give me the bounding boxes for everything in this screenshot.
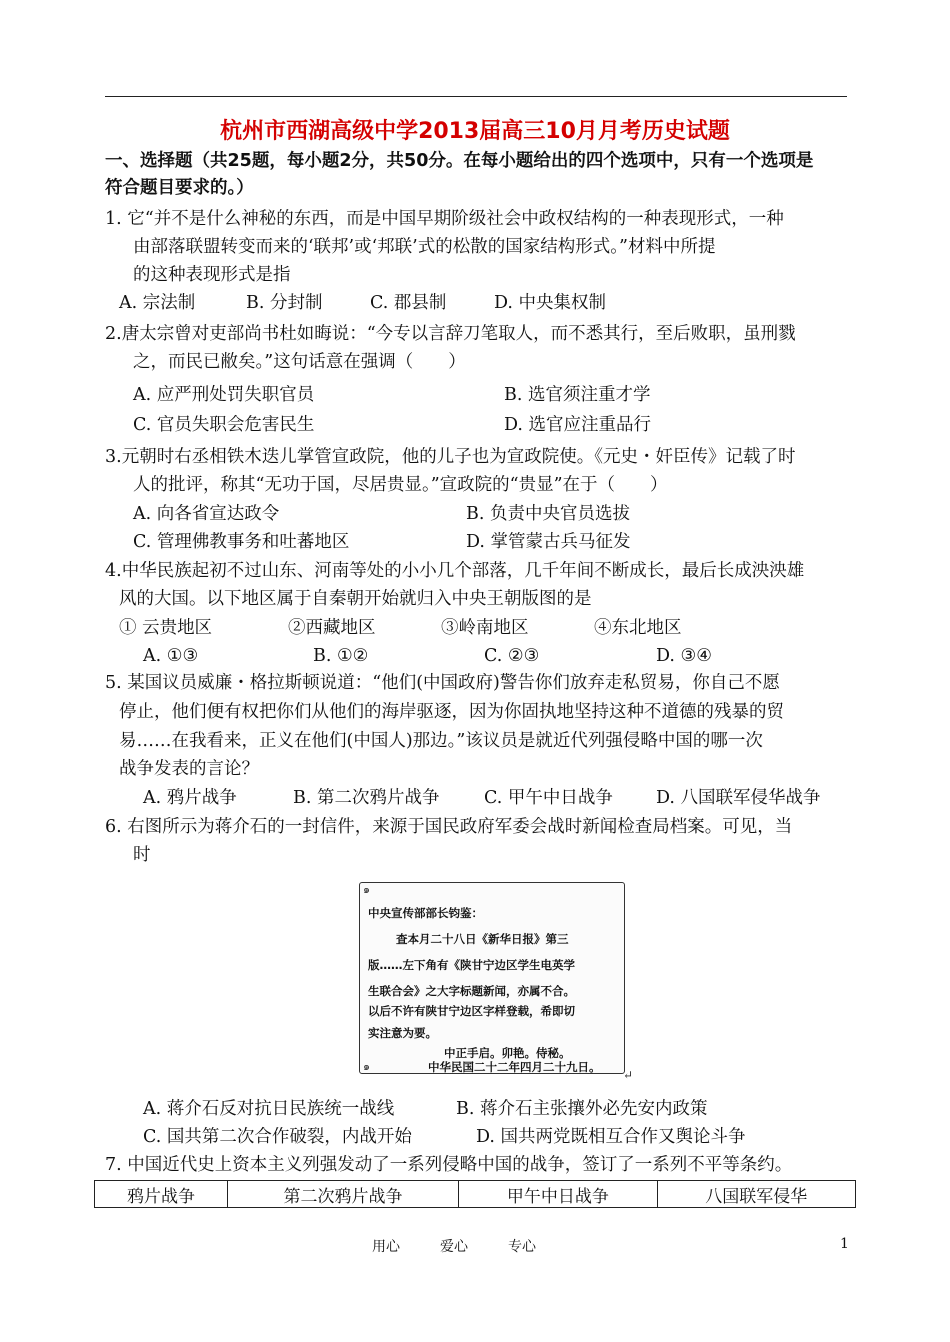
footer-word: 爱心 [440, 1239, 468, 1255]
letter-line-8: 中华民国二十二年四月二十九日。 [428, 1060, 601, 1074]
question-6-line-1: 6. 右图所示为蒋介石的一封信件，来源于国民政府军委会战时新闻检查局档案。可见，当 [105, 817, 793, 837]
question-4-item-1: ① 云贵地区 [119, 618, 213, 638]
question-6-option-c: C. 国共第二次合作破裂，内战开始 [143, 1127, 412, 1147]
scroll-curl-icon: ๑ [363, 883, 370, 896]
question-3-option-b: B. 负责中央官员选拔 [466, 504, 630, 524]
question-2-line-1: 2.唐太宗曾对吏部尚书杜如晦说：“今专以言辞刀笔取人，而不悉其行，至后败职，虽刑戮 [105, 324, 796, 344]
question-4-option-a: A. ①③ [143, 646, 199, 666]
question-1-option-c: C. 郡县制 [370, 293, 447, 313]
question-3-option-d: D. 掌管蒙古兵马征发 [466, 532, 631, 552]
question-4-option-d: D. ③④ [656, 646, 712, 666]
return-arrow-icon: ↵ [623, 1068, 634, 1082]
question-2-line-2: 之，而民已敝矣。”这句话意在强调（ ） [133, 352, 466, 372]
table-header-cell: 鸦片战争 [95, 1181, 228, 1208]
header-rule [105, 96, 847, 97]
question-3-option-c: C. 管理佛教事务和吐蕃地区 [133, 532, 350, 552]
question-5-option-d: D. 八国联军侵华战争 [656, 788, 821, 808]
question-4-line-1: 4.中华民族起初不过山东、河南等处的小小几个部落，几千年间不断成长，最后长成泱泱雄 [105, 561, 805, 581]
letter-line-7: 中正手启。卯艳。侍秘。 [444, 1046, 571, 1060]
question-4-option-b: B. ①② [313, 646, 369, 666]
question-4-item-2: ②西藏地区 [288, 618, 376, 638]
question-4-item-3: ③岭南地区 [441, 618, 529, 638]
question-2-option-d: D. 选官应注重品行 [504, 415, 652, 435]
letter-line-5: 以后不许有陕甘宁边区字样登载，希即切 [368, 1004, 575, 1018]
wars-table [94, 1180, 856, 1208]
question-4-item-4: ④东北地区 [594, 618, 682, 638]
letter-line-1: 中央宣传部部长钧鉴： [368, 906, 483, 920]
question-6-line-2: 时 [133, 845, 151, 865]
table-header-cell: 第二次鸦片战争 [227, 1181, 458, 1208]
table-header-cell: 八国联军侵华 [657, 1181, 855, 1208]
question-3-line-1: 3.元朝时右丞相铁木迭儿掌管宣政院，他的儿子也为宣政院使。《元史・奸臣传》记载了时 [105, 447, 796, 467]
question-5-line-2: 停止，他们便有权把你们从他们的海岸驱逐，因为你固执地坚持这种不道德的残暴的贸 [119, 702, 784, 722]
scroll-curl-icon: ๑ [363, 1060, 370, 1073]
question-5-option-c: C. 甲午中日战争 [484, 788, 613, 808]
question-5-option-b: B. 第二次鸦片战争 [293, 788, 440, 808]
letter-line-4: 生联合会》之大字标题新闻，亦属不合。 [368, 984, 575, 998]
question-5-option-a: A. 鸦片战争 [143, 788, 237, 808]
question-3-line-2: 人的批评，称其“无功于国，尽居贵显。”宣政院的“贵显”在于（ ） [133, 475, 668, 495]
table-header-row [95, 1181, 856, 1208]
question-1-line-1: 1. 它“并不是什么神秘的东西，而是中国早期阶级社会中政权结构的一种表现形式，一种 [105, 209, 784, 229]
question-6-option-b: B. 蒋介石主张攘外必先安内政策 [456, 1099, 708, 1119]
section-heading-line-2: 符合题目要求的。） [105, 178, 254, 198]
letter-line-6: 实注意为要。 [368, 1026, 437, 1040]
question-6-option-a: A. 蒋介石反对抗日民族统一战线 [143, 1099, 395, 1119]
letter-line-3: 版……左下角有《陕甘宁边区学生电英学 [368, 958, 575, 972]
question-1-line-3: 的这种表现形式是指 [133, 265, 291, 285]
page-title: 杭州市西湖高级中学2013届高三10月月考历史试题 [220, 119, 730, 144]
question-3-option-a: A. 向各省宣达政令 [133, 504, 280, 524]
question-4-line-2: 风的大国。以下地区属于自秦朝开始就归入中央王朝版图的是 [119, 589, 592, 609]
question-2-option-b: B. 选官须注重才学 [504, 385, 651, 405]
question-1-line-2: 由部落联盟转变而来的‘联邦’或‘邦联’式的松散的国家结构形式。”材料中所提 [133, 237, 716, 257]
question-1-option-d: D. 中央集权制 [494, 293, 607, 313]
letter-line-2: 查本月二十八日《新华日报》第三 [396, 932, 569, 946]
question-6-option-d: D. 国共两党既相互合作又舆论斗争 [476, 1127, 746, 1147]
question-5-line-1: 5. 某国议员威廉・格拉斯顿说道：“他们(中国政府)警告你们放弃走私贸易，你自己不愿 [105, 673, 780, 693]
question-1-option-b: B. 分封制 [246, 293, 323, 313]
page-number: 1 [840, 1236, 849, 1252]
question-7-line-1: 7. 中国近代史上资本主义列强发动了一系列侵略中国的战争，签订了一系列不平等条约。 [105, 1155, 793, 1175]
footer-word: 用心 [372, 1239, 400, 1255]
question-1-option-a: A. 宗法制 [119, 293, 196, 313]
question-5-line-3: 易……在我看来，正义在他们(中国人)那边。”该议员是就近代列强侵略中国的哪一次 [119, 731, 763, 751]
question-5-line-4: 战争发表的言论？ [119, 759, 259, 779]
table-header-cell: 甲午中日战争 [459, 1181, 657, 1208]
question-2-option-c: C. 官员失职会危害民生 [133, 415, 315, 435]
letter-image [359, 882, 625, 1074]
section-heading-line-1: 一、选择题（共25题，每小题2分，共50分。在每小题给出的四个选项中，只有一个选项是 [105, 151, 814, 171]
question-2-option-a: A. 应严刑处罚失职官员 [133, 385, 315, 405]
footer-word: 专心 [508, 1239, 536, 1255]
question-4-option-c: C. ②③ [484, 646, 540, 666]
